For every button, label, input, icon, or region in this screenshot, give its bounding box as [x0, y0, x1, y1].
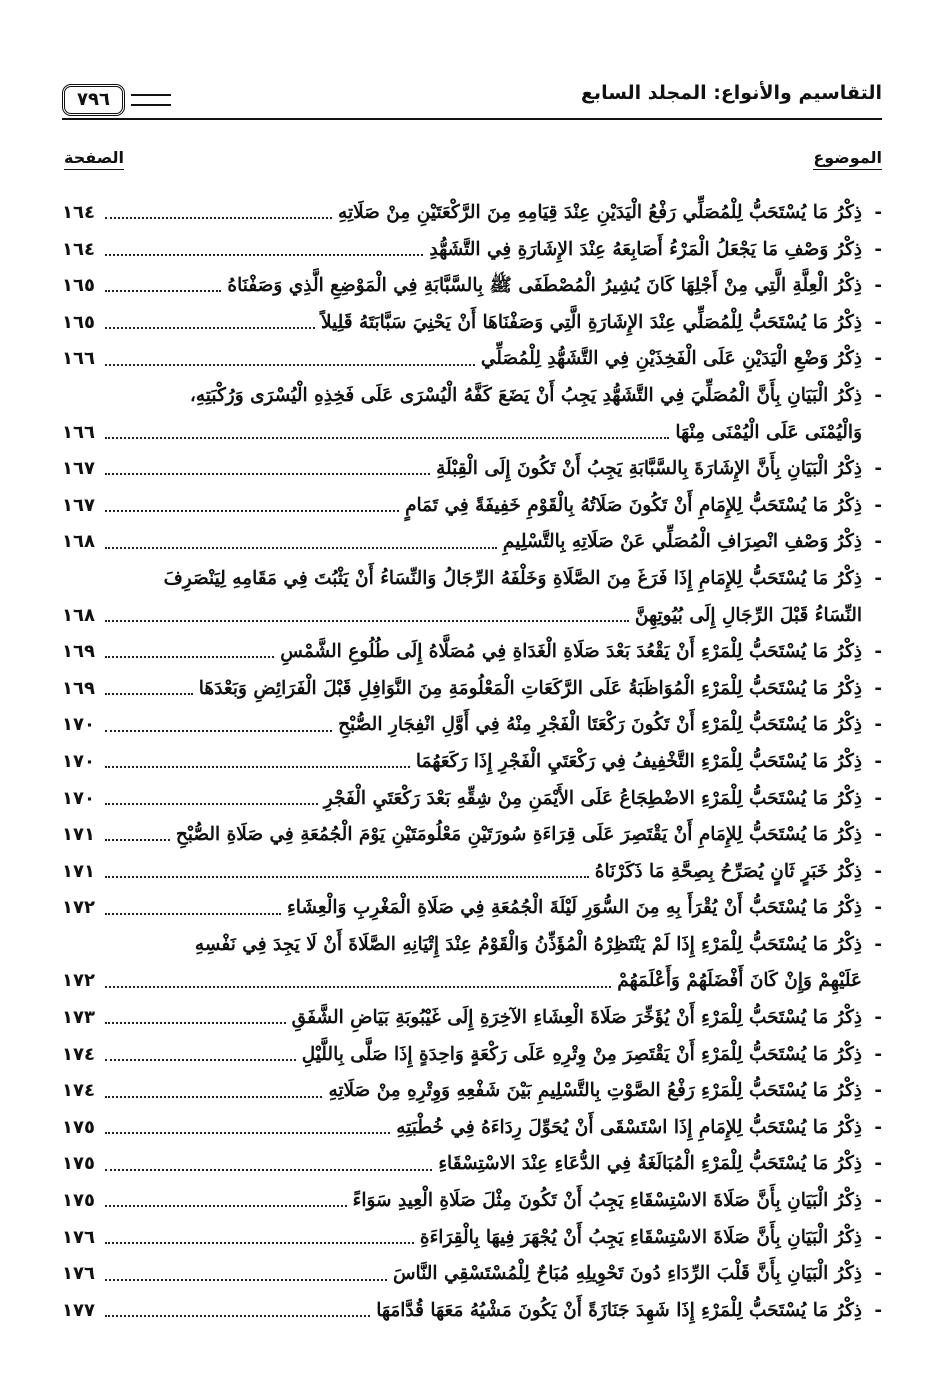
dot-leader	[105, 1132, 390, 1134]
toc-entry	[62, 854, 882, 891]
dot-leader	[105, 327, 315, 329]
toc-entry-page: ١٧٤	[62, 1043, 95, 1065]
toc-entry-title: ذِكْرُ وَضْعِ الْيَدَيْنِ عَلَى الْفَخِذَيْنِ فِي التَّشَهُّدِ لِلْمُصَلِّي	[480, 348, 862, 370]
entry-bullet: -	[874, 384, 882, 406]
toc-entry-line	[62, 341, 882, 378]
dot-leader	[105, 1279, 387, 1281]
toc-entry-line	[62, 378, 882, 415]
entry-bullet: -	[874, 1226, 882, 1248]
toc-entry-title: ذِكْرُ مَا يُسْتَحَبُّ لِلْمَرْءِ الاضْطِجَاعُ عَلَى الأَيْمَنِ مِنْ شِقِّهِ بَعْدَ رَكْعَتَيِ الْفَجْرِ	[323, 787, 862, 809]
toc-entry-title: عَلَيْهِمْ وَإِنْ كَانَ أَفْضَلَهُمْ وَأَعْلَمَهُمْ	[617, 970, 862, 992]
entry-bullet: -	[874, 238, 882, 260]
toc-entry-page: ١٧١	[62, 860, 95, 882]
toc-entry-line	[62, 707, 882, 744]
toc-entry	[62, 378, 882, 451]
toc-entry	[62, 1220, 882, 1257]
toc-entry-line	[62, 195, 882, 232]
toc-entry	[62, 817, 882, 854]
entry-bullet: -	[874, 1080, 882, 1102]
toc-entry-line	[62, 1293, 882, 1330]
toc-entry-title: ذِكْرُ الْعِلَّةِ الَّتِي مِنْ أَجْلِهَا كَانَ يُشِيرُ الْمُصْطَفَى ﷺ بِالسَّبَّابَةِ فِي الْمَوْضِعِ الَّذِي وَصَفْنَاهُ	[227, 275, 862, 297]
toc-entry-title: ذِكْرُ مَا يُسْتَحَبُّ لِلْمَرْءِ التَّخْفِيفُ فِي رَكْعَتَيِ الْفَجْرِ إِذَا رَكَعَهُمَا	[415, 750, 862, 772]
toc-entry-title: ذِكْرُ وَصْفِ مَا يَجْعَلُ الْمَرْءُ أَصَابِعَهُ عِنْدَ الإِشَارَةِ فِي التَّشَهُّدِ	[429, 238, 862, 260]
dot-leader	[105, 1059, 296, 1061]
toc-entry-title: ذِكْرُ مَا يُسْتَحَبُّ لِلْمَرْءِ أَنْ يَقْتَصِرَ مِنْ وِتْرِهِ عَلَى رَكْعَةٍ وَاحِدَةٍ إِذَا صَلَّى بِاللَّيْلِ	[301, 1043, 862, 1065]
toc-entry-title: ذِكْرُ مَا يُسْتَحَبُّ لِلْمَرْءِ الْمُوَاظَبَةُ عَلَى الرَّكَعَاتِ الْمَعْلُومَةِ مِنَ النَّوَافِلِ قَبْلَ الْفَرَائِضِ وَبَعْدَهَا	[198, 677, 862, 699]
toc-entry-page: ١٧٠	[62, 714, 95, 736]
dot-leader	[105, 803, 318, 805]
toc-entry-title: ذِكْرُ الْبَيَانِ بِأَنَّ الإِشَارَةَ بِالسَّبَّابَةِ يَجِبُ أَنْ تَكُونَ إِلَى الْقِبْلَةِ	[436, 458, 862, 480]
toc-entry-line	[62, 634, 882, 671]
toc-entry	[62, 1037, 882, 1074]
toc-entry-page: ١٧٥	[62, 1153, 95, 1175]
dot-leader	[105, 547, 497, 549]
toc-entry-line	[62, 305, 882, 342]
toc-entry-line	[62, 1256, 882, 1293]
toc-entry-line	[62, 524, 882, 561]
toc-entry-line	[62, 1110, 882, 1147]
entry-bullet: -	[874, 897, 882, 919]
toc-entry	[62, 268, 882, 305]
dot-leader	[105, 473, 430, 475]
page-number-ornament	[131, 94, 171, 106]
entry-bullet: -	[874, 641, 882, 663]
toc-entry-line	[62, 268, 882, 305]
toc-entry-line	[62, 1146, 882, 1183]
toc-entry	[62, 1073, 882, 1110]
toc-entry	[62, 341, 882, 378]
column-heading-topic: الموضوع	[813, 148, 882, 170]
toc-entry-line	[62, 232, 882, 269]
entry-bullet: -	[874, 275, 882, 297]
dot-leader	[105, 766, 410, 768]
toc-entry	[62, 488, 882, 525]
toc-entry-title: ذِكْرُ مَا يُسْتَحَبُّ لِلْمَرْءِ أَنْ يَقْعُدَ بَعْدَ صَلَاةِ الْغَدَاةِ فِي مُصَلَّاهُ إِلَى طُلُوعِ الشَّمْسِ	[280, 641, 862, 663]
toc-entry-line	[62, 817, 882, 854]
entry-bullet: -	[874, 824, 882, 846]
toc-entry-page: ١٧٢	[62, 897, 95, 919]
toc-entry-page: ١٦٦	[62, 421, 95, 443]
toc-entry-line	[62, 1073, 882, 1110]
dot-leader	[105, 693, 193, 695]
toc-entry	[62, 451, 882, 488]
toc-entry-page: ١٧١	[62, 824, 95, 846]
toc-entry-title: ذِكْرُ مَا يُسْتَحَبُّ لِلْمُصَلِّي رَفْعُ الْيَدَيْنِ عِنْدَ قِيَامِهِ مِنَ الرَّكْعَتَيْنِ مِنْ صَلَاتِهِ	[338, 202, 862, 223]
toc-entry-title: ذِكْرُ خَبَرٍ ثَانٍ يُصَرِّحُ بِصِحَّةِ مَا ذَكَرْنَاهُ	[594, 860, 862, 882]
dot-leader	[105, 730, 332, 732]
entry-bullet: -	[874, 1153, 882, 1175]
toc-entry-line	[62, 671, 882, 708]
toc-entry-title: ذِكْرُ مَا يُسْتَحَبُّ لِلْمَرْءِ أَنْ تَكُونَ رَكْعَتَا الْفَجْرِ مِنْهُ فِي أَوَّلِ انْفِجَارِ الصُّبْحِ	[338, 714, 862, 736]
toc-entry-line	[62, 451, 882, 488]
toc-entry	[62, 1293, 882, 1330]
toc-entry-line	[62, 744, 882, 781]
dot-leader	[105, 839, 170, 841]
entry-bullet: -	[874, 1007, 882, 1029]
toc-entry-page: ١٦٤	[62, 202, 95, 223]
dot-leader	[105, 217, 332, 219]
toc-entry	[62, 1183, 882, 1220]
dot-leader	[105, 1022, 286, 1024]
header-rule	[62, 118, 882, 120]
toc-entry-line	[62, 890, 882, 927]
toc-entry-line	[62, 854, 882, 891]
toc-entry-page: ١٦٦	[62, 348, 95, 370]
toc-entry	[62, 561, 882, 634]
entry-bullet: -	[874, 458, 882, 480]
toc-entry-title: ذِكْرُ وَصْفِ انْصِرَافِ الْمُصَلِّي عَنْ صَلَاتِهِ بِالتَّسْلِيمِ	[502, 531, 862, 553]
toc-entry-title: ذِكْرُ مَا يُسْتَحَبُّ أَنْ يُقْرَأَ بِهِ مِنَ السُّوَرِ لَيْلَةَ الْجُمُعَةِ فِي صَلَاةِ الْمَغْرِبِ وَالْعِشَاءِ	[287, 897, 862, 919]
toc-entry-page: ١٧٠	[62, 750, 95, 772]
entry-bullet: -	[874, 787, 882, 809]
toc-entry	[62, 671, 882, 708]
entry-bullet: -	[874, 860, 882, 882]
toc-entry-page: ١٧٦	[62, 1226, 95, 1248]
toc-entry	[62, 195, 882, 232]
toc-entry-page: ١٧٥	[62, 1116, 95, 1138]
toc-entry-line	[62, 781, 882, 818]
toc-entry-title: النِّسَاءُ قَبْلَ الرِّجَالِ إِلَى بُيُوتِهِنَّ	[634, 604, 862, 626]
toc-entry-title: ذِكْرُ مَا يُسْتَحَبُّ لِلْمَرْءِ إِذَا لَمْ يَنْتَظِرْهُ الْمُؤَذِّنُ وَالْقَوْمُ عِنْدَ إِتْيَانِهِ الصَّلَاةَ أَنْ لَا يَجِدَ فِي نَفْسِهِ	[194, 933, 862, 955]
toc-entry-page: ١٦٧	[62, 458, 95, 480]
entry-bullet: -	[874, 567, 882, 589]
toc-entry-page: ١٧٢	[62, 970, 95, 992]
dot-leader	[105, 913, 281, 915]
toc-entry	[62, 634, 882, 671]
toc-entry-line	[62, 1037, 882, 1074]
toc-entry	[62, 781, 882, 818]
toc-entry-line	[62, 1000, 882, 1037]
toc-entry-title: ذِكْرُ الْبَيَانِ بِأَنَّ قَلْبَ الرِّدَاءِ دُونَ تَحْوِيلِهِ مُبَاحٌ لِلْمُسْتَسْقِي النَّاسَ	[392, 1263, 862, 1285]
toc-entry-page: ١٦٩	[62, 641, 95, 663]
dot-leader	[105, 437, 669, 439]
toc-entry-line	[62, 488, 882, 525]
entry-bullet: -	[874, 348, 882, 370]
toc-entry-line	[62, 561, 882, 598]
entry-bullet: -	[874, 1299, 882, 1321]
table-of-contents	[62, 195, 882, 1329]
entry-bullet: -	[874, 494, 882, 516]
toc-entry-page: ١٦٥	[62, 311, 95, 333]
toc-entry-title: ذِكْرُ مَا يُسْتَحَبُّ لِلْمَرْءِ أَنْ يُؤَخِّرَ صَلَاةَ الْعِشَاءِ الآخِرَةِ إِلَى غَيْبُوبَةِ بَيَاضِ الشَّفَقِ	[291, 1007, 862, 1029]
dot-leader	[105, 364, 475, 366]
dot-leader	[105, 986, 611, 988]
toc-entry-title: ذِكْرُ الْبَيَانِ بِأَنَّ صَلَاةَ الاسْتِسْقَاءِ يَجِبُ أَنْ يُجْهَرَ فِيهَا بِالْقِرَاءَةِ	[419, 1226, 862, 1248]
dot-leader	[105, 1096, 322, 1098]
toc-entry-title: ذِكْرُ الْبَيَانِ بِأَنَّ صَلَاةَ الاسْتِسْقَاءِ يَجِبُ أَنْ تَكُونَ مِثْلَ صَلَاةِ الْعِيدِ سَوَاءً	[352, 1190, 862, 1212]
dot-leader	[105, 1242, 414, 1244]
toc-entry-title: ذِكْرُ مَا يُسْتَحَبُّ لِلإِمَامِ أَنْ تَكُونَ صَلَاتُهُ بِالْقَوْمِ خَفِيفَةً فِي تَمَامٍ	[405, 494, 862, 516]
entry-bullet: -	[874, 1116, 882, 1138]
dot-leader	[105, 1205, 347, 1207]
dot-leader	[105, 1169, 432, 1171]
toc-entry-page: ١٦٥	[62, 275, 95, 297]
column-heading-page: الصفحة	[64, 148, 124, 170]
toc-entry-page: ١٦٩	[62, 677, 95, 699]
toc-entry	[62, 927, 882, 1000]
toc-entry-page: ١٧٤	[62, 1080, 95, 1102]
toc-entry-page: ١٦٧	[62, 494, 95, 516]
dot-leader	[105, 656, 274, 658]
entry-bullet: -	[874, 202, 882, 223]
toc-entry	[62, 890, 882, 927]
toc-entry-line	[62, 1183, 882, 1220]
column-headings	[62, 148, 882, 180]
toc-entry	[62, 1000, 882, 1037]
running-title: التقاسيم والأنواع: المجلد السابع	[580, 82, 882, 104]
toc-entry	[62, 524, 882, 561]
toc-entry-page: ١٦٨	[62, 531, 95, 553]
toc-entry-title: ذِكْرُ مَا يُسْتَحَبُّ لِلْمَرْءِ الْمُبَالَغَةُ فِي الدُّعَاءِ عِنْدَ الاسْتِسْقَاءِ	[438, 1153, 862, 1175]
dot-leader	[105, 290, 221, 292]
toc-entry-page: ١٧٣	[62, 1007, 95, 1029]
toc-entry	[62, 1146, 882, 1183]
toc-entry	[62, 305, 882, 342]
toc-entry-title: ذِكْرُ مَا يُسْتَحَبُّ لِلْمَرْءِ رَفْعُ الصَّوْتِ بِالتَّسْلِيمِ بَيْنَ شَفْعِهِ وَوِتْرِهِ مِنْ صَلَاتِهِ	[328, 1080, 862, 1102]
dot-leader	[105, 620, 629, 622]
entry-bullet: -	[874, 531, 882, 553]
entry-bullet: -	[874, 714, 882, 736]
dot-leader	[105, 1315, 370, 1317]
toc-entry-title: وَالْيُمْنَى عَلَى الْيُمْنَى مِنْهَا	[675, 421, 862, 443]
entry-bullet: -	[874, 1043, 882, 1065]
toc-entry	[62, 707, 882, 744]
toc-entry	[62, 1110, 882, 1147]
toc-entry-line	[62, 415, 882, 452]
entry-bullet: -	[874, 677, 882, 699]
page-number: ٧٩٦	[62, 84, 125, 116]
toc-entry	[62, 744, 882, 781]
entry-bullet: -	[874, 933, 882, 955]
toc-entry-page: ١٧٦	[62, 1263, 95, 1285]
toc-entry-line	[62, 963, 882, 1000]
toc-entry-title: ذِكْرُ مَا يُسْتَحَبُّ لِلإِمَامِ إِذَا فَرَغَ مِنَ الصَّلَاةِ وَخَلْفَهُ الرِّجَالُ وَالنِّسَاءُ أَنْ يَثْبُتَ فِي مَقَامِهِ لِيَنْصَرِفَ	[163, 567, 862, 589]
toc-entry-title: ذِكْرُ مَا يُسْتَحَبُّ لِلإِمَامِ إِذَا اسْتَسْقَى أَنْ يُحَوِّلَ رِدَاءَهُ فِي خُطْبَتِهِ	[396, 1116, 862, 1138]
entry-bullet: -	[874, 1190, 882, 1212]
toc-entry-page: ١٧٧	[62, 1299, 95, 1321]
toc-entry-page: ١٧٥	[62, 1190, 95, 1212]
dot-leader	[105, 876, 589, 878]
toc-entry-title: ذِكْرُ الْبَيَانِ بِأَنَّ الْمُصَلِّيَ فِي التَّشَهُّدِ يَجِبُ أَنْ يَضَعَ كَفَّهُ الْيُسْرَى عَلَى فَخِذِهِ الْيُسْرَى وَرُكْبَتِهِ،	[189, 384, 862, 406]
toc-entry-page: ١٦٤	[62, 238, 95, 260]
entry-bullet: -	[874, 311, 882, 333]
toc-entry-title: ذِكْرُ مَا يُسْتَحَبُّ لِلْمُصَلِّي عِنْدَ الإِشَارَةِ الَّتِي وَصَفْنَاهَا أَنْ يَحْنِيَ سَبَّابَتَهُ قَلِيلاً	[321, 311, 862, 333]
toc-entry-page: ١٦٨	[62, 604, 95, 626]
entry-bullet: -	[874, 750, 882, 772]
dot-leader	[105, 254, 423, 256]
toc-entry-page: ١٧٠	[62, 787, 95, 809]
toc-entry	[62, 232, 882, 269]
toc-entry-title: ذِكْرُ مَا يُسْتَحَبُّ لِلإِمَامِ أَنْ يَقْتَصِرَ عَلَى قِرَاءَةِ سُورَتَيْنِ مَعْلُومَتَيْنِ يَوْمَ الْجُمُعَةِ فِي صَلَاةِ الصُّبْحِ	[175, 824, 862, 846]
entry-bullet: -	[874, 1263, 882, 1285]
page-number-badge	[62, 84, 171, 116]
toc-entry-line	[62, 598, 882, 635]
dot-leader	[105, 510, 399, 512]
toc-entry-line	[62, 1220, 882, 1257]
toc-entry-title: ذِكْرُ مَا يُسْتَحَبُّ لِلْمَرْءِ إِذَا شَهِدَ جَنَازَةً أَنْ يَكُونَ مَشْيُهُ مَعَهَا قُدَّامَهَا	[376, 1299, 862, 1321]
toc-entry	[62, 1256, 882, 1293]
page-header	[62, 80, 882, 124]
toc-entry-line	[62, 927, 882, 964]
